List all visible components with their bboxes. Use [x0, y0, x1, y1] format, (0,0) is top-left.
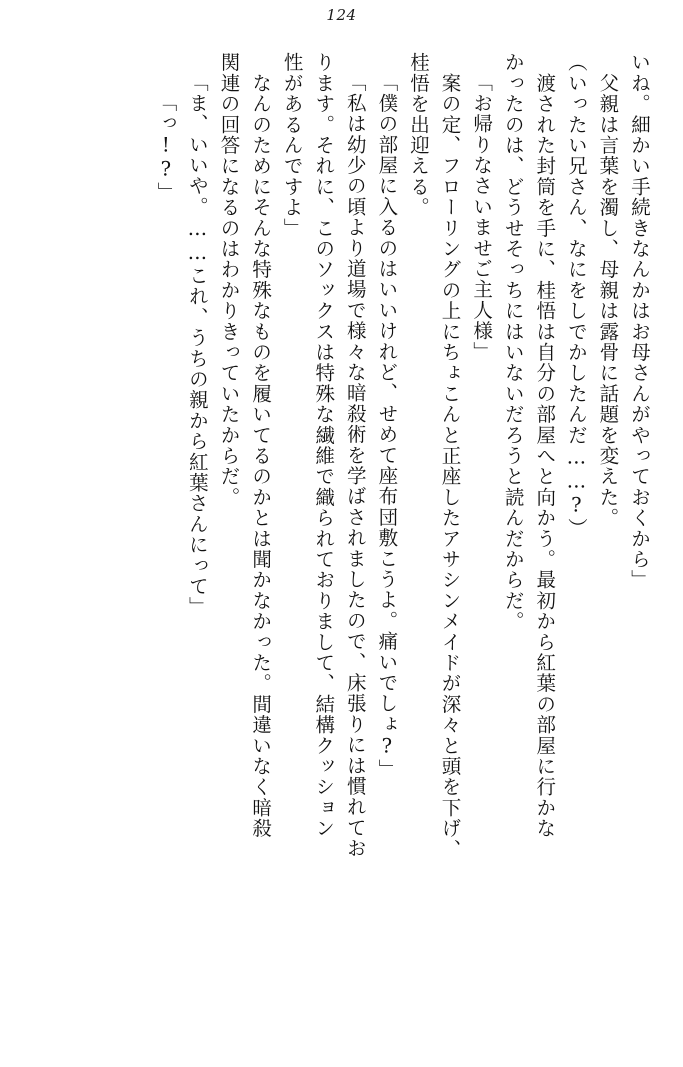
text-column: （いったい兄さん、なにをしでかしたんだ……?）	[564, 52, 588, 539]
text-column: 「ま、いいや。……これ、うちの親から紅葉さんにって」	[185, 72, 209, 618]
text-column: 「私は幼少の頃より道場で様々な暗殺術を学ばされましたので、床張りには慣れてお	[343, 72, 367, 859]
text-column: ります。それに、このソックスは特殊な繊維で織られておりまして、結構クッション	[312, 52, 336, 839]
text-column: 渡された封筒を手に、桂悟は自分の部屋へと向かう。最初から紅葉の部屋に行かな	[533, 52, 557, 839]
text-column: 関連の回答になるのはわかりきっていたからだ。	[217, 52, 241, 508]
page-number: 124	[326, 6, 357, 24]
vertical-text-body	[28, 52, 655, 1027]
text-column: 「お帰りなさいませご主人様」	[470, 72, 494, 362]
text-column: 桂悟を出迎える。	[406, 52, 430, 218]
text-column: 「僕の部屋に入るのはいいけれど、せめて座布団敷こうよ。痛いでしょ?」	[375, 72, 399, 780]
text-column: かったのは、どうせそっちにはいないだろうと読んだからだ。	[501, 52, 525, 632]
text-column: 性があるんですよ」	[280, 52, 304, 239]
text-column: 父親は言葉を濁し、母親は露骨に話題を変えた。	[596, 52, 620, 529]
text-column: いね。細かい手続きなんかはお母さんがやっておくから」	[628, 52, 651, 591]
text-column: 案の定、フローリングの上にちょこんと正座したアサシンメイドが深々と頭を下げ、	[438, 52, 462, 860]
text-column: 「っ!?」	[154, 92, 178, 203]
text-column: なんのためにそんな特殊なものを履いてるのかとは聞かなかった。間違いなく暗殺	[249, 52, 273, 839]
